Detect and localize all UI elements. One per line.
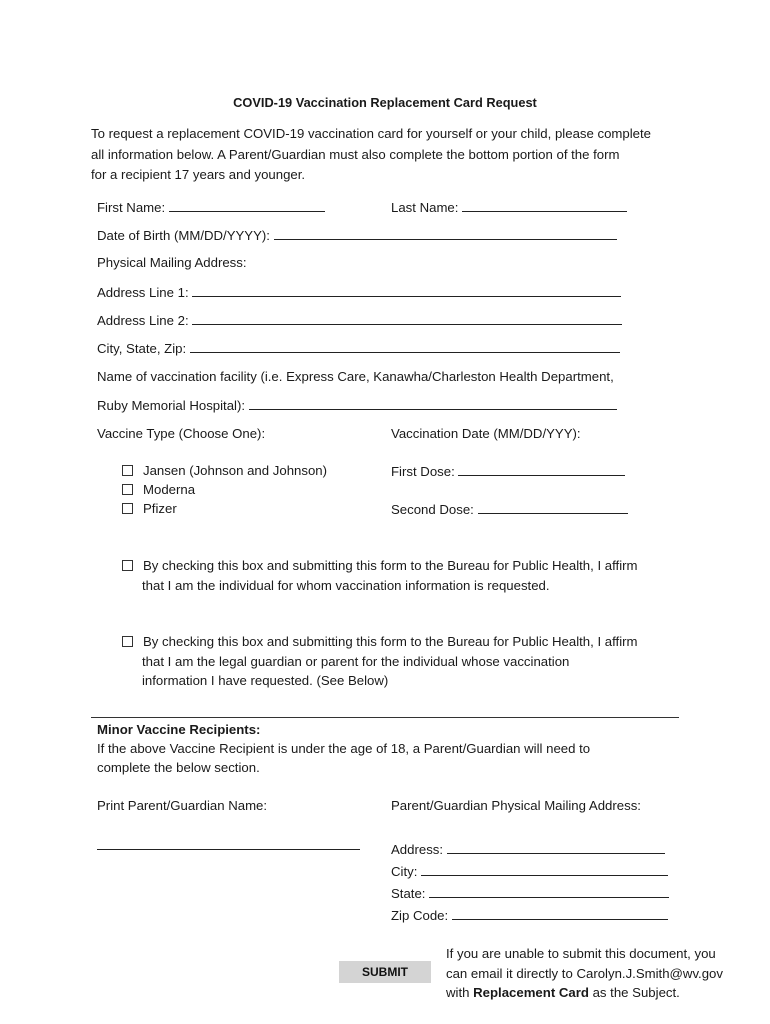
address2-row — [97, 312, 622, 328]
guardian-state-input[interactable] — [429, 885, 669, 898]
affirm-guardian-line-1: By checking this box and submitting this form to the Bureau for Public Health, I affirm — [143, 634, 638, 649]
email-note-subject: Replacement Card — [473, 985, 589, 1000]
first-name-row — [97, 199, 325, 215]
dob-label: Date of Birth (MM/DD/YYYY): — [97, 228, 270, 243]
dob-input[interactable] — [274, 227, 617, 240]
address1-input[interactable] — [192, 284, 621, 297]
vaccine-option-pfizer[interactable] — [122, 501, 177, 516]
guardian-state-label: State: — [391, 886, 426, 901]
first-dose-label: First Dose: — [391, 464, 455, 479]
jansen-checkbox[interactable] — [122, 465, 133, 476]
intro-line-3: for a recipient 17 years and younger. — [91, 167, 306, 182]
email-note — [446, 944, 723, 1003]
email-note-line-3 — [446, 983, 723, 1003]
affirm-self-line-2: that I am the individual for whom vaccination information is requested. — [142, 578, 550, 593]
affirm-self-line-1: By checking this box and submitting this form to the Bureau for Public Health, I affirm — [143, 558, 638, 573]
vaccine-option-moderna[interactable] — [122, 482, 195, 497]
guardian-name-label: Print Parent/Guardian Name: — [97, 798, 268, 813]
guardian-city-row — [391, 863, 668, 879]
minor-text-line-2: complete the below section. — [97, 760, 260, 775]
guardian-address-row — [391, 841, 665, 857]
email-note-line-1: If you are unable to submit this document, you — [446, 946, 716, 961]
affirm-self-row — [122, 558, 638, 573]
facility-row — [97, 397, 617, 413]
moderna-label: Moderna — [143, 482, 196, 497]
vaccine-type-label: Vaccine Type (Choose One): — [97, 426, 266, 441]
second-dose-label: Second Dose: — [391, 502, 474, 517]
intro-line-1: To request a replacement COVID-19 vaccination card for yourself or your child, please complete — [91, 126, 652, 141]
last-name-input[interactable] — [462, 199, 627, 212]
pfizer-checkbox[interactable] — [122, 503, 133, 514]
last-name-row — [391, 199, 627, 215]
intro-text — [91, 124, 691, 186]
guardian-state-row — [391, 885, 669, 901]
guardian-zip-row — [391, 907, 668, 923]
minor-heading: Minor Vaccine Recipients: — [97, 722, 261, 737]
section-divider — [91, 717, 679, 718]
affirm-self-checkbox[interactable] — [122, 560, 133, 571]
address1-label: Address Line 1: — [97, 285, 189, 300]
address2-label: Address Line 2: — [97, 313, 189, 328]
pfizer-label: Pfizer — [143, 501, 177, 516]
facility-label-line-1: Name of vaccination facility (i.e. Express Care, Kanawha/Charleston Health Department, — [97, 369, 614, 384]
email-note-line-2[interactable]: can email it directly to Carolyn.J.Smith@wv.gov — [446, 965, 723, 981]
city-state-zip-row — [97, 340, 620, 356]
intro-line-2: all information below. A Parent/Guardian must also complete the bottom portion of the form — [91, 146, 620, 162]
guardian-name-row — [97, 837, 360, 853]
mailing-address-label: Physical Mailing Address: — [97, 255, 247, 270]
guardian-address-label: Address: — [391, 842, 444, 857]
vaccine-option-jansen[interactable] — [122, 463, 327, 478]
first-name-input[interactable] — [169, 199, 325, 212]
guardian-name-input[interactable] — [97, 837, 360, 850]
first-name-label: First Name: — [97, 200, 166, 215]
form-title: COVID-19 Vaccination Replacement Card Request — [233, 95, 537, 110]
jansen-label: Jansen (Johnson and Johnson) — [143, 463, 328, 478]
guardian-city-label: City: — [391, 864, 418, 879]
address1-row — [97, 284, 621, 300]
second-dose-input[interactable] — [478, 501, 628, 514]
guardian-address-input[interactable] — [447, 841, 665, 854]
guardian-city-input[interactable] — [421, 863, 668, 876]
city-state-zip-label: City, State, Zip: — [97, 341, 187, 356]
guardian-zip-label: Zip Code: — [391, 908, 449, 923]
affirm-guardian-row — [122, 634, 638, 649]
guardian-address-heading: Parent/Guardian Physical Mailing Address: — [391, 798, 641, 813]
first-dose-row — [391, 463, 625, 479]
facility-input[interactable] — [249, 397, 617, 410]
email-note-with: with — [446, 985, 470, 1000]
guardian-zip-input[interactable] — [452, 907, 668, 920]
facility-label-line-2: Ruby Memorial Hospital): — [97, 398, 246, 413]
address2-input[interactable] — [192, 312, 622, 325]
affirm-guardian-checkbox[interactable] — [122, 636, 133, 647]
city-state-zip-input[interactable] — [190, 340, 620, 353]
affirm-guardian-line-2: that I am the legal guardian or parent for the individual whose vaccination — [142, 654, 570, 669]
second-dose-row — [391, 501, 628, 517]
vaccination-date-label: Vaccination Date (MM/DD/YYY): — [391, 426, 581, 441]
moderna-checkbox[interactable] — [122, 484, 133, 495]
email-note-subject-suffix: as the Subject. — [592, 985, 680, 1000]
first-dose-input[interactable] — [458, 463, 625, 476]
affirm-guardian-line-3: information I have requested. (See Below) — [142, 673, 389, 688]
submit-button[interactable]: SUBMIT — [339, 961, 431, 983]
minor-text-line-1: If the above Vaccine Recipient is under the age of 18, a Parent/Guardian will need to — [97, 741, 591, 756]
dob-row — [97, 227, 617, 243]
last-name-label: Last Name: — [391, 200, 459, 215]
